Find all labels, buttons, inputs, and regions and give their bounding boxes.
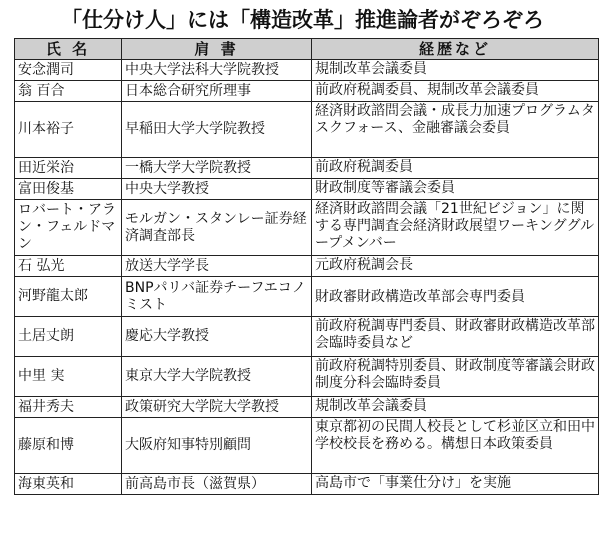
row-career: 元政府税調会長 (312, 256, 599, 277)
row-career: 高島市で「事業仕分け」を実施 (312, 474, 599, 495)
row-title: 中央大学教授 (122, 179, 312, 200)
row-title: 放送大学学長 (122, 256, 312, 277)
table-row (15, 474, 599, 495)
table-row (15, 81, 599, 102)
row-career: 規制改革会議委員 (312, 60, 599, 81)
header-title: 肩 書 (122, 39, 312, 60)
row-name: 土居丈朗 (15, 317, 122, 357)
table-row (15, 60, 599, 81)
row-career: 財政審財政構造改革部会専門委員 (312, 277, 599, 317)
row-name: 石 弘光 (15, 256, 122, 277)
table-row (15, 418, 599, 474)
row-title: 大阪府知事特別顧問 (122, 418, 312, 474)
row-name: 福井秀夫 (15, 397, 122, 418)
row-name: 中里 実 (15, 357, 122, 397)
row-career: 財政制度等審議会委員 (312, 179, 599, 200)
row-name: 田近栄治 (15, 158, 122, 179)
row-career: 規制改革会議委員 (312, 397, 599, 418)
table-row (15, 158, 599, 179)
table-row (15, 102, 599, 158)
table-header-row (15, 39, 599, 60)
row-title: 中央大学法科大学院教授 (122, 60, 312, 81)
row-name: 安念潤司 (15, 60, 122, 81)
row-title: 政策研究大学院大学教授 (122, 397, 312, 418)
row-career: 経済財政諮問会議・成長力加速プログラムタスクフォース、金融審議会委員 (312, 102, 599, 158)
table-row (15, 256, 599, 277)
row-title: 日本総合研究所理事 (122, 81, 312, 102)
row-title: 一橋大学大学院教授 (122, 158, 312, 179)
row-title: BNPパリバ証券チーフエコノミスト (122, 277, 312, 317)
table-row (15, 200, 599, 256)
row-title: 東京大学大学院教授 (122, 357, 312, 397)
row-title: 早稲田大学大学院教授 (122, 102, 312, 158)
table-row (15, 179, 599, 200)
row-career: 前政府税調専門委員、財政審財政構造改革部会臨時委員など (312, 317, 599, 357)
row-name: 富田俊基 (15, 179, 122, 200)
row-name: 河野龍太郎 (15, 277, 122, 317)
row-name: 翁 百合 (15, 81, 122, 102)
row-career: 経済財政諮問会議「21世紀ビジョン」に関する専門調査会経済財政展望ワーキンググループメンバー (312, 200, 599, 256)
row-name: 川本裕子 (15, 102, 122, 158)
row-name: 藤原和博 (15, 418, 122, 474)
header-name: 氏 名 (15, 39, 122, 60)
header-career: 経歴など (312, 39, 599, 60)
row-career: 前政府税調特別委員、財政制度等審議会財政制度分科会臨時委員 (312, 357, 599, 397)
row-career: 前政府税調委員、規制改革会議委員 (312, 81, 599, 102)
row-title: 前高島市長（滋賀県） (122, 474, 312, 495)
page-title: 「仕分け人」には「構造改革」推進論者がぞろぞろ (61, 8, 544, 32)
row-career: 前政府税調委員 (312, 158, 599, 179)
row-career: 東京都初の民間人校長として杉並区立和田中学校校長を務める。構想日本政策委員 (312, 418, 599, 474)
row-title: モルガン・スタンレー証券経済調査部長 (122, 200, 312, 256)
row-name: 海東英和 (15, 474, 122, 495)
sorters-table (14, 38, 599, 495)
table-row (15, 397, 599, 418)
row-name: ロバート・アラン・フェルドマン (15, 200, 122, 256)
row-title: 慶応大学教授 (122, 317, 312, 357)
table-row (15, 357, 599, 397)
table-row (15, 317, 599, 357)
table-row (15, 277, 599, 317)
